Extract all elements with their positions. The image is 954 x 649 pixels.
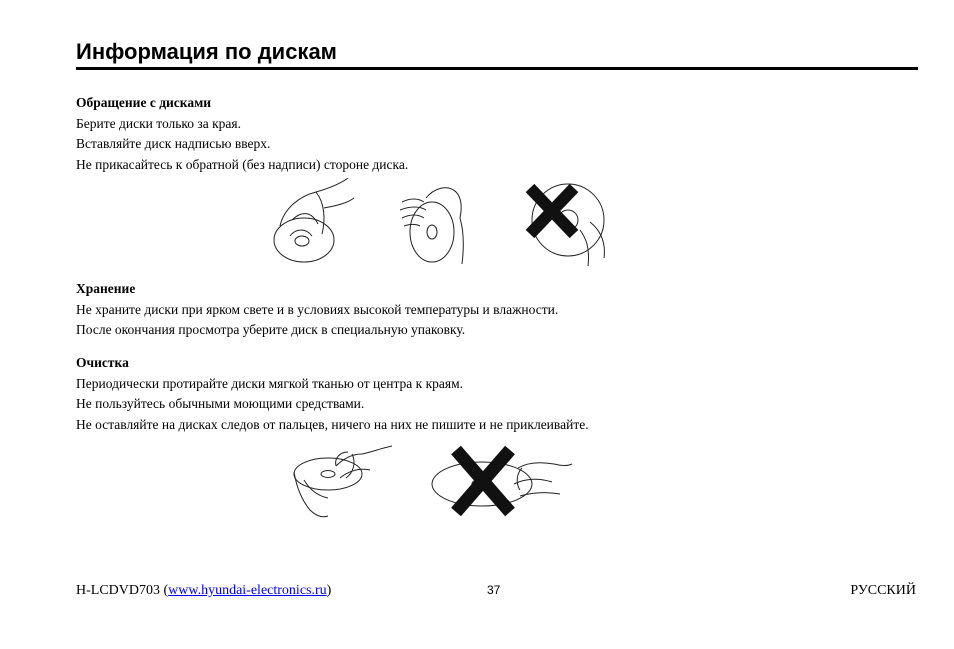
section-heading: Очистка: [76, 355, 129, 370]
section-line: Берите диски только за края.: [76, 115, 241, 131]
section-heading: Хранение: [76, 281, 136, 296]
section-storage: [76, 279, 558, 341]
section-heading: Обращение с дисками: [76, 95, 212, 110]
model-suffix: ): [326, 583, 332, 598]
section-line: Не пользуйтесь обычными моющими средствами.: [76, 396, 365, 411]
section-cleaning: [76, 353, 589, 435]
footer-model: [76, 581, 331, 601]
section-line: Не оставляйте на дисках следов от пальцев, ничего на них не пишите и не приклеивайте.: [76, 416, 589, 432]
section-line: Вставляйте диск надписью вверх.: [76, 136, 271, 151]
page-title: Информация по дискам: [76, 39, 337, 64]
section-handling: [76, 93, 408, 175]
illustration-do-not-touch-surface: [520, 178, 612, 270]
title-rule: [76, 67, 918, 70]
section-line: Периодически протирайте диски мягкой тканью от центра к краям.: [76, 375, 464, 391]
cross-icon: [456, 450, 510, 512]
section-line: Не прикасайтесь к обратной (без надписи) стороне диска.: [76, 156, 409, 172]
illustration-do-not-wipe-circular: [430, 444, 574, 518]
website-link[interactable]: www.hyundai-electronics.ru: [168, 583, 327, 598]
section-line: После окончания просмотра уберите диск в специальную упаковку.: [76, 322, 466, 337]
cross-icon: [530, 188, 574, 234]
illustration-hold-by-edge: [272, 178, 358, 266]
page-number: 37: [487, 583, 501, 597]
illustration-insert-label-up: [392, 178, 474, 268]
section-line: Не храните диски при ярком свете и в условиях высокой температуры и влажности.: [76, 301, 559, 317]
illustration-wipe-center-to-edge: [292, 440, 394, 520]
footer-language: РУССКИЙ: [850, 583, 916, 598]
model-prefix: H-LCDVD703 (: [76, 583, 169, 598]
